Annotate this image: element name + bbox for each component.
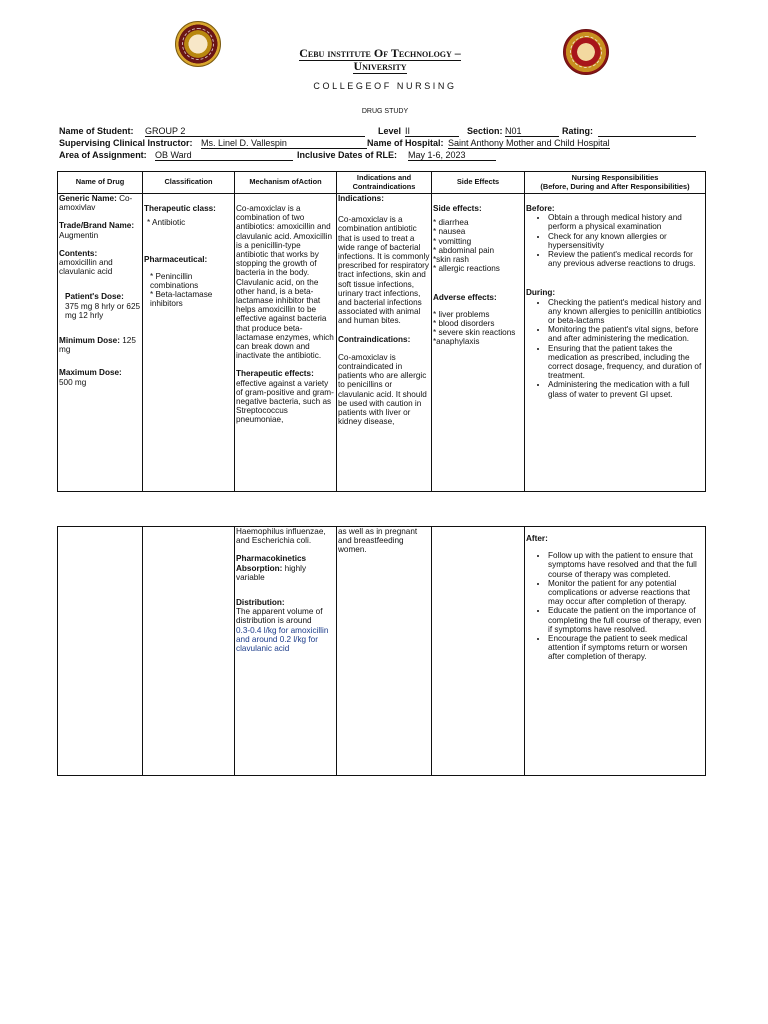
rating-value <box>598 126 696 137</box>
section-label: Section: <box>467 126 503 136</box>
indications-label: Indications: <box>338 194 384 203</box>
level-value: II <box>405 126 459 137</box>
therapeutic-class-list <box>144 218 233 227</box>
university-name: Cebu institute Of Technology – University <box>299 46 461 73</box>
pharmaceutical-item: * Beta-lactamase inhibitors <box>150 290 213 309</box>
classification-cell <box>143 194 235 492</box>
side-effects-cell-cont <box>432 527 525 776</box>
drug-name-cell-cont <box>58 527 143 776</box>
generic-name: Generic Name: Co-amoxivlav <box>59 194 133 213</box>
continuation-row <box>58 527 706 776</box>
side-effect-item: * allergic reactions <box>433 264 500 274</box>
col-header-name: Name of Drug <box>58 172 143 194</box>
col-header-classification: Classification <box>143 172 235 194</box>
col-header-nursing: Nursing Responsibilities (Before, During and After Responsibilities) <box>525 172 706 194</box>
document-title: DRUG STUDY <box>361 108 409 115</box>
classification-cell-cont <box>143 527 235 776</box>
hospital-label: Name of Hospital: <box>367 138 444 148</box>
mechanism-cell <box>235 194 337 492</box>
before-list <box>526 213 704 268</box>
header-row <box>58 172 706 194</box>
after-item: • Educate the patient on the importance of completing the full course of therapy, even if symptoms have resolved. <box>548 606 704 634</box>
during-item: • Administering the medication with a full glass of water to prevent GI upset. <box>548 380 704 398</box>
side-effect-item: * vomitting <box>433 236 472 246</box>
after-item: • Monitor the patient for any potential complications or adverse reactions that may occur after completion of therapy. <box>548 579 704 607</box>
section-value: N01 <box>505 126 559 137</box>
nursing-cell-cont <box>525 527 706 776</box>
drug-name-cell <box>58 194 143 492</box>
maximum-dose: Maximum Dose: 500 mg <box>59 368 122 387</box>
col-header-mechanism: Mechanism ofAction <box>235 172 337 194</box>
therapeutic-effects-cont: Haemophilus influenzae, and Escherichia coli. <box>236 527 326 546</box>
adverse-effects-label: Adverse effects: <box>433 293 497 303</box>
distribution-text: The apparent volume of distribution is around <box>236 607 323 626</box>
instructor-label: Supervising Clinical Instructor: <box>59 138 193 148</box>
instructor-value: Ms. Linel D. Vallespin <box>201 138 367 149</box>
during-item: • Ensuring that the patient takes the medication as prescribed, including the correct dosage, frequency, and duration of treatment. <box>548 344 704 381</box>
dates-value: May 1-6, 2023 <box>408 150 496 161</box>
col-header-indications: Indications and Contraindications <box>337 172 432 194</box>
pharmacokinetics-label: Pharmacokinetics <box>236 554 307 564</box>
side-effect-item: * diarrhea <box>433 218 469 228</box>
adverse-effect-item: * blood disorders <box>433 318 495 328</box>
minimum-dose: Minimum Dose: 125 mg <box>59 336 136 355</box>
pharmaceutical-list <box>144 272 233 309</box>
therapeutic-effects-label: Therapeutic effects: <box>236 369 314 379</box>
adverse-effect-item: *anaphylaxis <box>433 337 480 347</box>
dates-label: Inclusive Dates of RLE: <box>297 150 398 160</box>
rating-label: Rating: <box>562 126 593 136</box>
after-label: After: <box>526 534 548 543</box>
contraindications-label: Contraindications: <box>338 334 411 344</box>
after-list <box>526 551 704 661</box>
college-seal-logo <box>563 29 609 75</box>
drug-study-continuation-table <box>57 526 706 776</box>
contraindications-cont: as well as in pregnant and breastfeeding women. <box>338 527 418 555</box>
therapeutic-class-label: Therapeutic class: <box>144 204 216 213</box>
distribution-label: Distribution: <box>236 598 285 608</box>
distribution-values: 0.3-0.4 l/kg for amoxicillin and around 0.2 l/kg for clavulanic acid <box>236 625 329 654</box>
nursing-cell <box>525 194 706 492</box>
contents: Contents: amoxicillin and clavulanic acid <box>59 248 113 277</box>
university-seal-logo <box>175 21 221 67</box>
pharmaceutical-label: Pharmaceutical: <box>144 255 208 265</box>
during-label: During: <box>526 288 556 298</box>
mechanism-cell-cont <box>235 527 337 776</box>
drug-row <box>58 194 706 492</box>
during-item: • Monitoring the patient's vital signs, before and after administering the medication. <box>548 325 704 343</box>
during-item: • Checking the patient's medical history and any known allergies to penicillin antibiotics or beta-lactams <box>548 298 704 326</box>
student-label: Name of Student: <box>59 126 134 136</box>
therapeutic-effects-text: effective against a variety of gram-positive and gram-negative bacteria, such as Streptococcus pneumoniae, <box>236 378 334 425</box>
indications-cell-cont <box>337 527 432 776</box>
contraindications-text: Co-amoxiclav is contraindicated in patients who are allergic to penicillins or clavulanic acid. It should be used with caution in patients with liver or kidney disease, <box>338 352 427 427</box>
before-item: • Review the patient's medical records for any previous adverse reactions to drugs. <box>548 250 704 268</box>
brand-name: Trade/Brand Name: Augmentin <box>59 221 135 240</box>
indications-text: Co-amoxiclav is a combination antibiotic that is used to treat a wide range of bacterial infections. It is commonly prescribed for respiratory tract infections, skin and soft tissue infections, urinary tract infections, and bacterial infections associated with animal and human bites. <box>338 215 430 326</box>
before-label: Before: <box>526 204 555 213</box>
side-effects-label: Side effects: <box>433 204 482 213</box>
side-effects-list <box>433 218 523 273</box>
after-item: • Encourage the patient to seek medical attention if symptoms return or worsen after completion of therapy. <box>548 634 704 662</box>
student-value: GROUP 2 <box>145 126 365 137</box>
college-name: COLLEGEOF NURSING <box>313 81 457 91</box>
before-item: • Check for any known allergies or hypersensitivity <box>548 232 704 250</box>
level-label: Level <box>378 126 402 136</box>
adverse-effect-item: * severe skin reactions <box>433 328 516 338</box>
side-effect-item: *skin rash <box>433 255 469 265</box>
during-list <box>526 298 704 399</box>
drug-study-table <box>57 171 706 492</box>
absorption: Absorption: highly variable <box>236 563 307 582</box>
indications-cell <box>337 194 432 492</box>
after-item: • Follow up with the patient to ensure that symptoms have resolved and that the full course of therapy was completed. <box>548 551 704 579</box>
patient-dose: Patient's Dose: 375 mg 8 hrly or 625 mg 12 hrly <box>65 292 141 320</box>
pharmaceutical-item: * Penincillin combinations <box>150 271 199 290</box>
mechanism-text: Co-amoxiclav is a combination of two antibiotics: amoxicillin and clavulanic acid. Amoxicillin is a penicillin-type antibiotic that works by stopping the growth of bacteria in the body. Clavulanic acid, on the other hand, is a beta-lactamase inhibitor that helps amoxicillin to be effective against bacteria that produce beta-lactamase enzymes, which can break down and inactivate the antibiotic. <box>236 204 334 361</box>
side-effects-cell <box>432 194 525 492</box>
area-value: OB Ward <box>155 150 293 161</box>
therapeutic-class-item: * Antibiotic <box>147 218 186 228</box>
area-label: Area of Assignment: <box>59 150 147 160</box>
before-item: • Obtain a through medical history and perform a physical examination <box>548 213 704 231</box>
hospital-value: Saint Anthony Mother and Child Hospital <box>448 138 610 148</box>
adverse-effects-list <box>433 310 523 347</box>
side-effect-item: * nausea <box>433 227 466 237</box>
adverse-effect-item: * liver problems <box>433 309 490 319</box>
col-header-side-effects: Side Effects <box>432 172 525 194</box>
side-effect-item: * abdominal pain <box>433 245 494 255</box>
